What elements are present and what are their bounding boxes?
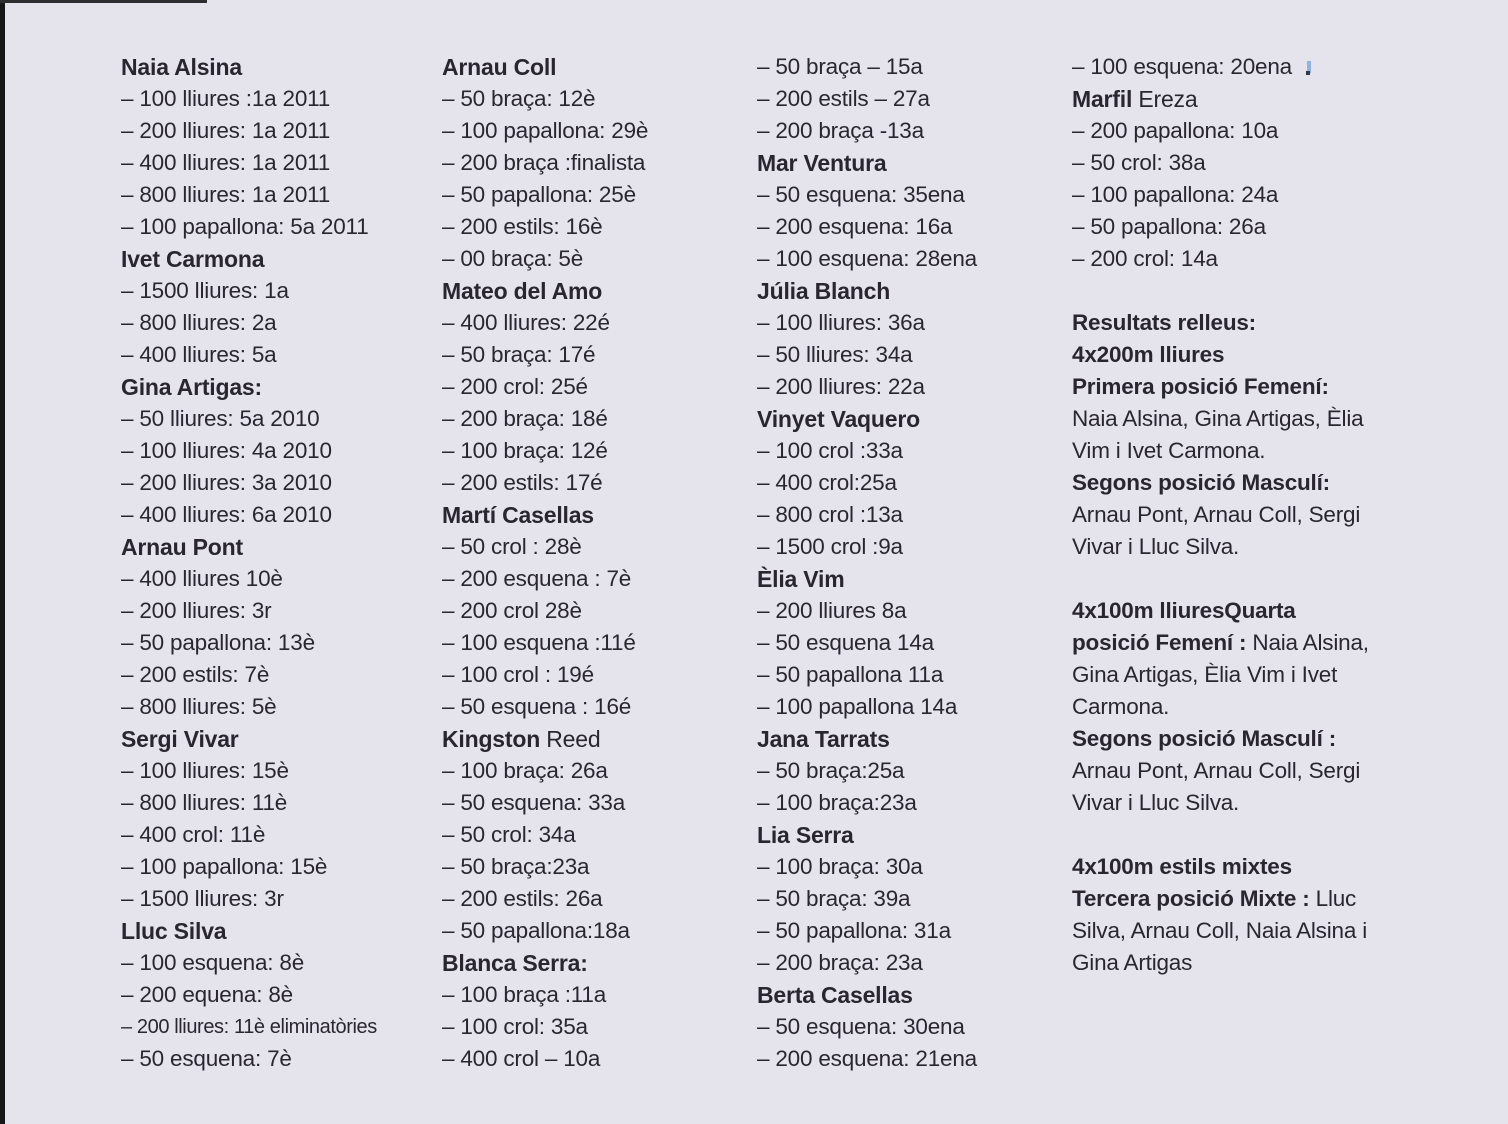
result-line: – 200 esquena: 21ena (757, 1046, 977, 1071)
left-edge-border (0, 0, 5, 1124)
result-line: – 400 lliures: 6a 2010 (121, 502, 332, 527)
result-line: – 50 esquena: 35ena (757, 182, 965, 207)
relay-line (1072, 307, 1407, 339)
result-line: – 200 esquena : 7è (442, 566, 632, 591)
swimmer-name (757, 979, 1092, 1011)
swimmer-name (757, 723, 1092, 755)
result-line: – 800 lliures: 2a (121, 310, 277, 335)
result-line: – 800 lliures: 11è (121, 790, 288, 815)
result-line: – 50 lliures: 5a 2010 (121, 406, 320, 431)
blank-gap (1072, 275, 1407, 307)
bold-text: Segons posició Masculí: (1072, 470, 1330, 495)
result-line: – 1500 crol :9a (757, 534, 903, 559)
regular-text: Vivar i Lluc Silva. (1072, 790, 1240, 815)
swimmer-name (757, 147, 1092, 179)
result-line: – 50 braça:25a (757, 758, 905, 783)
result-line: – 200 braça :finalista (442, 150, 646, 175)
swimmer-name (442, 275, 777, 307)
regular-text: Naia Alsina, (1252, 630, 1369, 655)
bold-text: Arnau Coll (442, 54, 557, 80)
relay-line (1072, 691, 1407, 723)
result-line: – 400 crol:25a (757, 470, 897, 495)
bold-text: Mateo del Amo (442, 278, 603, 304)
column-1 (121, 51, 456, 1075)
relay-line (1072, 915, 1407, 947)
swimmer-name (757, 403, 1092, 435)
result-line: – 50 papallona: 13è (121, 630, 315, 655)
result-line: – 200 esquena: 16a (757, 214, 953, 239)
relay-line (1072, 787, 1407, 819)
result-line: – 50 crol: 38a (1072, 150, 1206, 175)
swimmer-name (121, 243, 456, 275)
result-line: – 200 braça -13a (757, 118, 924, 143)
result-line: – 50 esquena: 30ena (757, 1014, 965, 1039)
result-line: – 50 esquena: 7è (121, 1046, 292, 1071)
bold-text: Kingston (442, 726, 541, 752)
result-line: – 100 braça: 30a (757, 854, 923, 879)
result-line: – 100 lliures: 4a 2010 (121, 438, 332, 463)
bold-text: Sergi Vivar (121, 726, 239, 752)
regular-text: Naia Alsina, Gina Artigas, Èlia (1072, 406, 1364, 431)
result-line: – 50 esquena: 33a (442, 790, 626, 815)
bold-text: Martí Casellas (442, 502, 594, 528)
regular-text: Gina Artigas, Èlia Vim i Ivet (1072, 662, 1338, 687)
bold-text: Èlia Vim (757, 566, 845, 592)
result-line: – 200 lliures: 3a 2010 (121, 470, 332, 495)
relay-line (1072, 435, 1407, 467)
result-line: – 100 lliures :1a 2011 (121, 86, 331, 111)
regular-text: Carmona. (1072, 694, 1170, 719)
regular-text: Vim i Ivet Carmona. (1072, 438, 1266, 463)
relay-line (1072, 371, 1407, 403)
result-line: – 50 papallona: 26a (1072, 214, 1266, 239)
result-line: – 50 papallona: 25è (442, 182, 636, 207)
bold-text: Gina Artigas: (121, 374, 262, 400)
result-line: – 1500 lliures: 3r (121, 886, 284, 911)
relay-line (1072, 883, 1407, 915)
result-line: – 200 estils: 7è (121, 662, 270, 687)
result-line: – 50 braça – 15a (757, 54, 923, 79)
bold-text: Lluc Silva (121, 918, 227, 944)
result-line: – 400 lliures 10è (121, 566, 283, 591)
bold-text: Júlia Blanch (757, 278, 891, 304)
swimmer-name (442, 947, 777, 979)
swimmer-name (757, 819, 1092, 851)
result-line: – 50 braça:23a (442, 854, 590, 879)
regular-text: Arnau Pont, Arnau Coll, Sergi (1072, 758, 1361, 783)
result-line: – 50 braça: 39a (757, 886, 911, 911)
swimmer-name (1072, 83, 1407, 115)
result-line: – 200 braça: 18é (442, 406, 608, 431)
bold-text: Primera posició Femení: (1072, 374, 1329, 399)
text-cursor-artifact (1307, 61, 1311, 73)
regular-text: Vivar i Lluc Silva. (1072, 534, 1240, 559)
bold-text: Berta Casellas (757, 982, 913, 1008)
result-line: – 1500 lliures: 1a (121, 278, 289, 303)
result-line: – 200 lliures 8a (757, 598, 907, 623)
column-2 (442, 51, 777, 1075)
result-line: – 100 papallona 14a (757, 694, 958, 719)
bold-text: 4x100m lliuresQuarta (1072, 598, 1296, 623)
relay-line (1072, 467, 1407, 499)
result-line: – 50 braça: 12è (442, 86, 596, 111)
bold-text: Naia Alsina (121, 54, 242, 80)
bold-text: Resultats relleus: (1072, 310, 1256, 335)
regular-text: Silva, Arnau Coll, Naia Alsina i (1072, 918, 1367, 943)
result-line: – 50 esquena 14a (757, 630, 934, 655)
result-line: – 50 lliures: 34a (757, 342, 913, 367)
regular-text: Lluc (1315, 886, 1357, 911)
result-line: – 100 lliures: 15è (121, 758, 289, 783)
blank-gap (1072, 819, 1407, 851)
result-line: – 200 lliures: 3r (121, 598, 272, 623)
result-line: – 200 crol: 14a (1072, 246, 1218, 271)
relay-results (1072, 307, 1407, 979)
result-line: – 100 papallona: 15è (121, 854, 328, 879)
regular-text: Reed (540, 726, 601, 752)
relay-line (1072, 947, 1407, 979)
relay-line (1072, 595, 1407, 627)
result-line: – 200 estils: 26a (442, 886, 603, 911)
bold-text: 4x100m estils mixtes (1072, 854, 1292, 879)
result-line: – 100 papallona: 24a (1072, 182, 1279, 207)
result-line: – 200 crol: 25é (442, 374, 588, 399)
result-line: – 100 papallona: 5a 2011 (121, 214, 369, 239)
result-line: – 100 esquena :11é (442, 630, 636, 655)
result-line: – 00 braça: 5è (442, 246, 584, 271)
result-line: – 50 esquena : 16é (442, 694, 632, 719)
result-line: – 100 braça :11a (442, 982, 607, 1007)
result-line: – 100 crol :33a (757, 438, 903, 463)
relay-line (1072, 403, 1407, 435)
result-line: – 50 papallona 11a (757, 662, 944, 687)
result-line: – 100 crol : 19é (442, 662, 594, 687)
result-line: – 200 lliures: 22a (757, 374, 925, 399)
swimmer-name (442, 51, 777, 83)
swimmer-name (121, 371, 456, 403)
result-line: – 100 crol: 35a (442, 1014, 588, 1039)
regular-text: Arnau Pont, Arnau Coll, Sergi (1072, 502, 1361, 527)
regular-text: Gina Artigas (1072, 950, 1193, 975)
result-line: – 200 lliures: 11è eliminatòries (121, 1016, 377, 1038)
top-edge-border (0, 0, 207, 3)
result-line: – 400 crol: 11è (121, 822, 266, 847)
result-line: – 50 crol : 28è (442, 534, 582, 559)
result-line: – 50 papallona: 31a (757, 918, 951, 943)
result-line: – 800 lliures: 5è (121, 694, 277, 719)
bold-text: Blanca Serra: (442, 950, 588, 976)
swimmer-name (442, 499, 777, 531)
result-line: – 400 lliures: 22é (442, 310, 610, 335)
result-line: – 50 crol: 34a (442, 822, 576, 847)
result-line: – 400 lliures: 1a 2011 (121, 150, 331, 175)
result-line: – 50 papallona:18a (442, 918, 630, 943)
result-line: – 400 lliures: 5a (121, 342, 277, 367)
result-line: – 200 braça: 23a (757, 950, 923, 975)
bold-text: Tercera posició Mixte : (1072, 886, 1316, 911)
swimmer-name (757, 563, 1092, 595)
result-line: – 200 papallona: 10a (1072, 118, 1279, 143)
result-line: – 100 braça: 26a (442, 758, 608, 783)
result-line: – 200 crol 28è (442, 598, 582, 623)
bold-text: 4x200m lliures (1072, 342, 1225, 367)
swimmer-name (757, 275, 1092, 307)
result-line: – 100 braça:23a (757, 790, 917, 815)
result-line: – 200 estils – 27a (757, 86, 930, 111)
result-line: – 800 lliures: 1a 2011 (121, 182, 331, 207)
result-line: – 100 lliures: 36a (757, 310, 925, 335)
relay-line (1072, 851, 1407, 883)
bold-text: Mar Ventura (757, 150, 887, 176)
result-line: – 100 braça: 12é (442, 438, 608, 463)
relay-line (1072, 627, 1407, 659)
swimmer-name (121, 531, 456, 563)
swimmer-name (121, 51, 456, 83)
result-line: – 200 estils: 17é (442, 470, 603, 495)
result-line: – 100 papallona: 29è (442, 118, 649, 143)
result-line: – 100 esquena: 28ena (757, 246, 977, 271)
bold-text: Marfil (1072, 86, 1133, 112)
bold-text: Ivet Carmona (121, 246, 265, 272)
bold-text: Segons posició Masculí : (1072, 726, 1337, 751)
bold-text: Lia Serra (757, 822, 854, 848)
relay-line (1072, 659, 1407, 691)
relay-line (1072, 339, 1407, 371)
result-line: – 50 braça: 17é (442, 342, 596, 367)
bold-text: Vinyet Vaquero (757, 406, 920, 432)
result-line: – 100 esquena: 8è (121, 950, 305, 975)
bold-text: posició Femení : (1072, 630, 1253, 655)
result-line: – 200 estils: 16è (442, 214, 603, 239)
result-line: – 100 esquena: 20ena (1072, 54, 1292, 79)
result-line: – 200 lliures: 1a 2011 (121, 118, 331, 143)
relay-line (1072, 755, 1407, 787)
bold-text: Arnau Pont (121, 534, 243, 560)
swimmer-name (121, 723, 456, 755)
relay-line (1072, 723, 1407, 755)
relay-line (1072, 531, 1407, 563)
bold-text: Jana Tarrats (757, 726, 890, 752)
swimmer-name (442, 723, 777, 755)
result-line: – 200 equena: 8è (121, 982, 293, 1007)
column-4 (1072, 51, 1407, 979)
column-3 (757, 51, 1092, 1075)
swimmer-name (121, 915, 456, 947)
result-line: – 400 crol – 10a (442, 1046, 601, 1071)
regular-text: Ereza (1132, 86, 1198, 112)
result-line: – 800 crol :13a (757, 502, 903, 527)
relay-line (1072, 499, 1407, 531)
blank-gap (1072, 563, 1407, 595)
